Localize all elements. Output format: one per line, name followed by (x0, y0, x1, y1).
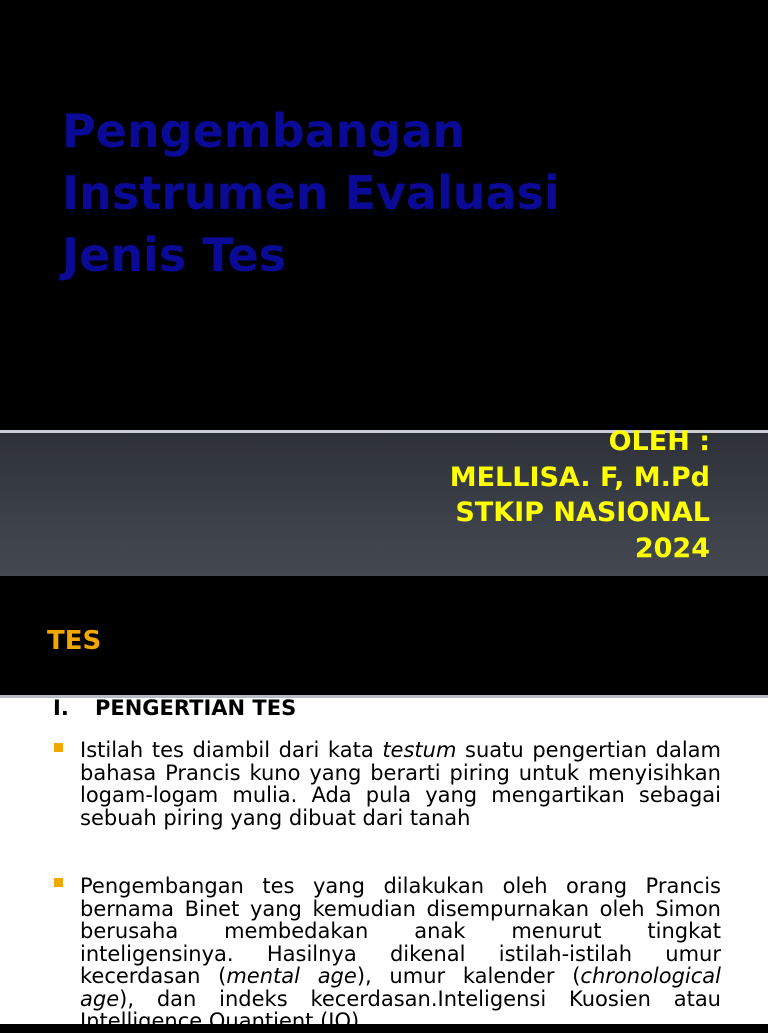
section-heading (53, 695, 296, 721)
section-heading-text: PENGERTIAN TES (95, 696, 296, 720)
author-institution: STKIP NASIONAL (455, 497, 710, 528)
slide-title-line-1: Pengembangan (62, 104, 465, 158)
band-bottom-gap (0, 576, 768, 585)
bullet1-text-before: Istilah tes diambil dari kata (80, 738, 382, 762)
content-body (0, 698, 768, 1024)
square-bullet-icon (54, 743, 68, 757)
author-year: 2024 (635, 533, 710, 564)
author-name: MELLISA. F, M.Pd (450, 462, 710, 493)
slide-title-line-3: Jenis Tes (62, 228, 286, 282)
bullet2-text-1: Pengembangan tes yang dilakukan oleh orang Prancis bernama Binet yang kemudian disempurnakan oleh Simon berusaha membedakan anak menurut tingkat inteligensinya. Hasilnya dikenal istilah-istilah umur kecerdasan ( (80, 874, 721, 988)
bullet-paragraph-2 (80, 875, 721, 1033)
bullet-paragraph-1 (80, 739, 721, 829)
content-slide (0, 585, 768, 1024)
slide-title-line-2: Instrumen Evaluasi (62, 166, 560, 220)
bullet2-italic-2: chronological age (80, 964, 721, 1011)
author-label: OLEH : (609, 426, 710, 457)
content-slide-title: TES (47, 623, 101, 659)
author-block (450, 424, 710, 566)
bullet1-italic: testum (382, 738, 456, 762)
bullet2-text-2: ), umur kalender ( (357, 964, 581, 988)
square-bullet-icon (54, 878, 68, 892)
slide-title (62, 100, 742, 286)
bullet1-text-after: suatu pengertian dalam bahasa Prancis kuno yang berarti piring untuk menyisihkan logam-logam mulia. Ada pula yang mengartikan sebagai sebuah piring yang dibuat dari tanah (80, 738, 721, 830)
section-number: I. (53, 695, 95, 721)
bullet2-text-3: ), dan indeks kecerdasan.Inteligensi Kuosien atau Intelligence Quantient (IQ) (80, 987, 721, 1033)
bullet2-italic-1: mental age (226, 964, 356, 988)
